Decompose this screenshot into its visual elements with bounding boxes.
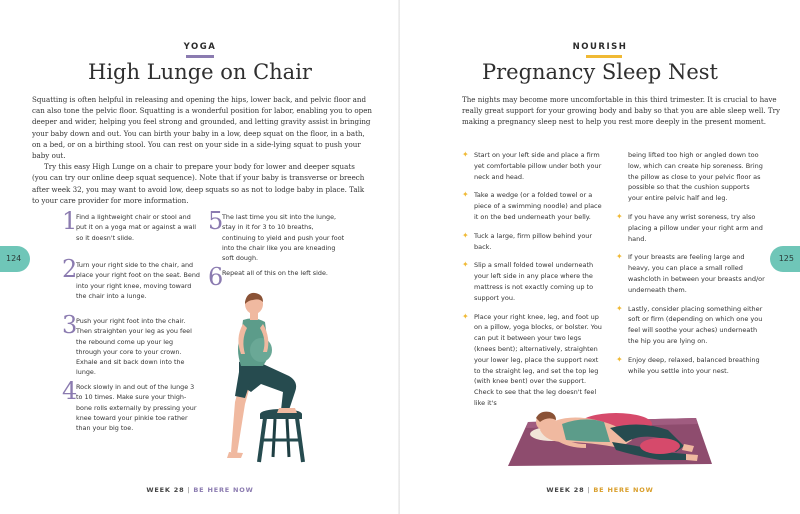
sleep-nest-illustration xyxy=(500,372,720,472)
page-number-tab: 124 xyxy=(0,246,30,272)
step-number: 3 xyxy=(62,311,78,339)
intro-paragraph: The nights may become more uncomfortable in this third trimester. It is crucial to have really great support for your growing body and baby so that you are able sleep well. Try making a pregnancy sleep nest to help you rest more deeply in the present moment. xyxy=(462,95,781,127)
section-kicker: NOURISH xyxy=(572,42,628,52)
step-item xyxy=(208,207,348,263)
step-text: The last time you sit into the lunge, stay in it for 3 to 10 breaths, continuing to yield and push your foot into the chair like you are kneading soft dough. xyxy=(222,213,345,263)
step-text: Push your right foot into the chair. Then straighten your leg as you feel the rebound come up your leg through your core to your crown. Exhale and sit back down into the lunge. xyxy=(76,317,192,377)
bullet-text: being lifted too high or angled down too low, which can create hip soreness. Bring the pillow as close to your pelvic floor as possible so that the cushion supports your entire pelvic half and leg. xyxy=(628,151,763,203)
step-item xyxy=(62,311,200,378)
footer-week: WEEK 28 xyxy=(546,486,585,494)
section-kicker: YOGA xyxy=(183,42,217,52)
bullet-text: Slip a small folded towel underneath your left side in any place where the mattress is not exactly coming up to support you. xyxy=(474,261,594,302)
footer-book-title: BE HERE NOW xyxy=(593,486,654,494)
step-number: 4 xyxy=(62,377,78,405)
bullet-text: If your breasts are feeling large and heavy, you can place a small rolled washcloth in between your breasts and/or underneath them. xyxy=(628,253,765,294)
step-text: Repeat all of this on the left side. xyxy=(222,269,328,277)
step-number: 1 xyxy=(62,207,78,235)
intro-text xyxy=(462,94,780,128)
step-item xyxy=(62,255,200,301)
bullet-item xyxy=(462,190,602,222)
star-bullet-icon: ✦ xyxy=(616,303,623,313)
bullet-item xyxy=(462,260,602,303)
bullet-item xyxy=(616,252,766,295)
intro-paragraph: Squatting is often helpful in releasing and opening the hips, lower back, and pelvic floor and can also tone the pelvic floor. Squatting is a wonderful position for labor, enabling you to open deeper and wider, helping you feel strong and grounded, and letting gravity assist in bringing your baby down and out. You can birth your baby in a low, deep squat on the floor, in a bath, on a bed, or on a birthing stool. You can rest on your side in a side-lying squat to push your baby out. xyxy=(32,95,372,161)
bullet-item xyxy=(462,231,602,253)
bullet-item xyxy=(462,150,602,182)
step-item xyxy=(62,207,200,243)
right-page xyxy=(400,0,800,514)
star-bullet-icon: ✦ xyxy=(616,252,623,262)
step-number: 6 xyxy=(208,263,224,291)
bullet-column-2 xyxy=(616,150,766,384)
footer-separator: | xyxy=(187,486,191,494)
step-item xyxy=(62,377,200,433)
bullet-text: If you have any wrist soreness, try also placing a pillow under your right arm and hand. xyxy=(628,212,763,243)
page-title: Pregnancy Sleep Nest xyxy=(481,60,718,84)
footer xyxy=(400,486,800,494)
footer-separator: | xyxy=(587,486,591,494)
step-text: Rock slowly in and out of the lunge 3 to 10 times. Make sure your thigh-bone rolls externally by pressing your knee toward your pinkie toe rather than your big toe. xyxy=(76,383,197,433)
star-bullet-icon: ✦ xyxy=(462,260,469,270)
bullet-item xyxy=(616,304,766,347)
step-text: Turn your right side to the chair, and place your right foot on the seat. Bend into your right knee, moving toward the chair into a lunge. xyxy=(76,261,200,300)
footer-week: WEEK 28 xyxy=(146,486,185,494)
bullet-continuation xyxy=(616,150,766,204)
star-bullet-icon: ✦ xyxy=(616,354,623,364)
bullet-text: Start on your left side and place a firm yet comfortable pillow under both your neck and head. xyxy=(474,151,602,181)
page-number-tab: 125 xyxy=(770,246,800,272)
step-item xyxy=(208,263,348,291)
star-bullet-icon: ✦ xyxy=(616,211,623,221)
page-title: High Lunge on Chair xyxy=(88,60,312,84)
bullet-item xyxy=(616,212,766,244)
star-bullet-icon: ✦ xyxy=(462,150,469,159)
intro-paragraph: Try this easy High Lunge on a chair to prepare your body for lower and deeper squats (you can try our online deep squat sequence). Note that if your baby is transverse or breech after week 32, you may want to avoid low, deep squats so as not to lodge baby in place. Talk to your care provider for more information. xyxy=(32,162,365,205)
star-bullet-icon: ✦ xyxy=(462,190,469,200)
intro-text xyxy=(32,94,372,206)
bullet-text: Lastly, consider placing something either soft or firm (depending on which one you feel will soothe your aches) underneath the hip you are lying on. xyxy=(628,304,763,345)
star-bullet-icon: ✦ xyxy=(462,230,469,240)
kicker-underline xyxy=(586,55,622,58)
footer xyxy=(0,486,400,494)
bullet-text: Tuck a large, firm pillow behind your back. xyxy=(474,231,593,251)
step-number: 2 xyxy=(62,255,78,283)
lunge-illustration xyxy=(205,292,325,466)
bullet-text: Take a wedge (or a folded towel or a piece of a swimming noodle) and place it on the bed underneath your belly. xyxy=(474,191,602,221)
step-number: 5 xyxy=(208,207,224,235)
footer-book-title: BE HERE NOW xyxy=(193,486,254,494)
kicker-underline xyxy=(186,55,214,58)
star-bullet-icon: ✦ xyxy=(462,311,469,321)
bullet-text: Enjoy deep, relaxed, balanced breathing while you settle into your nest. xyxy=(628,355,760,375)
step-text: Find a lightweight chair or stool and put it on a yoga mat or against a wall so it doesn't slide. xyxy=(76,213,197,242)
bullet-text: Place your right knee, leg, and foot up on a pillow, yoga blocks, or bolster. You can put it between your two legs (knees bent); alternatively, straighten your lower leg, place the support next to the straight leg, and set the top leg (with knee bent) over the support. Check to see that the leg doesn't feel like it's xyxy=(474,312,602,407)
